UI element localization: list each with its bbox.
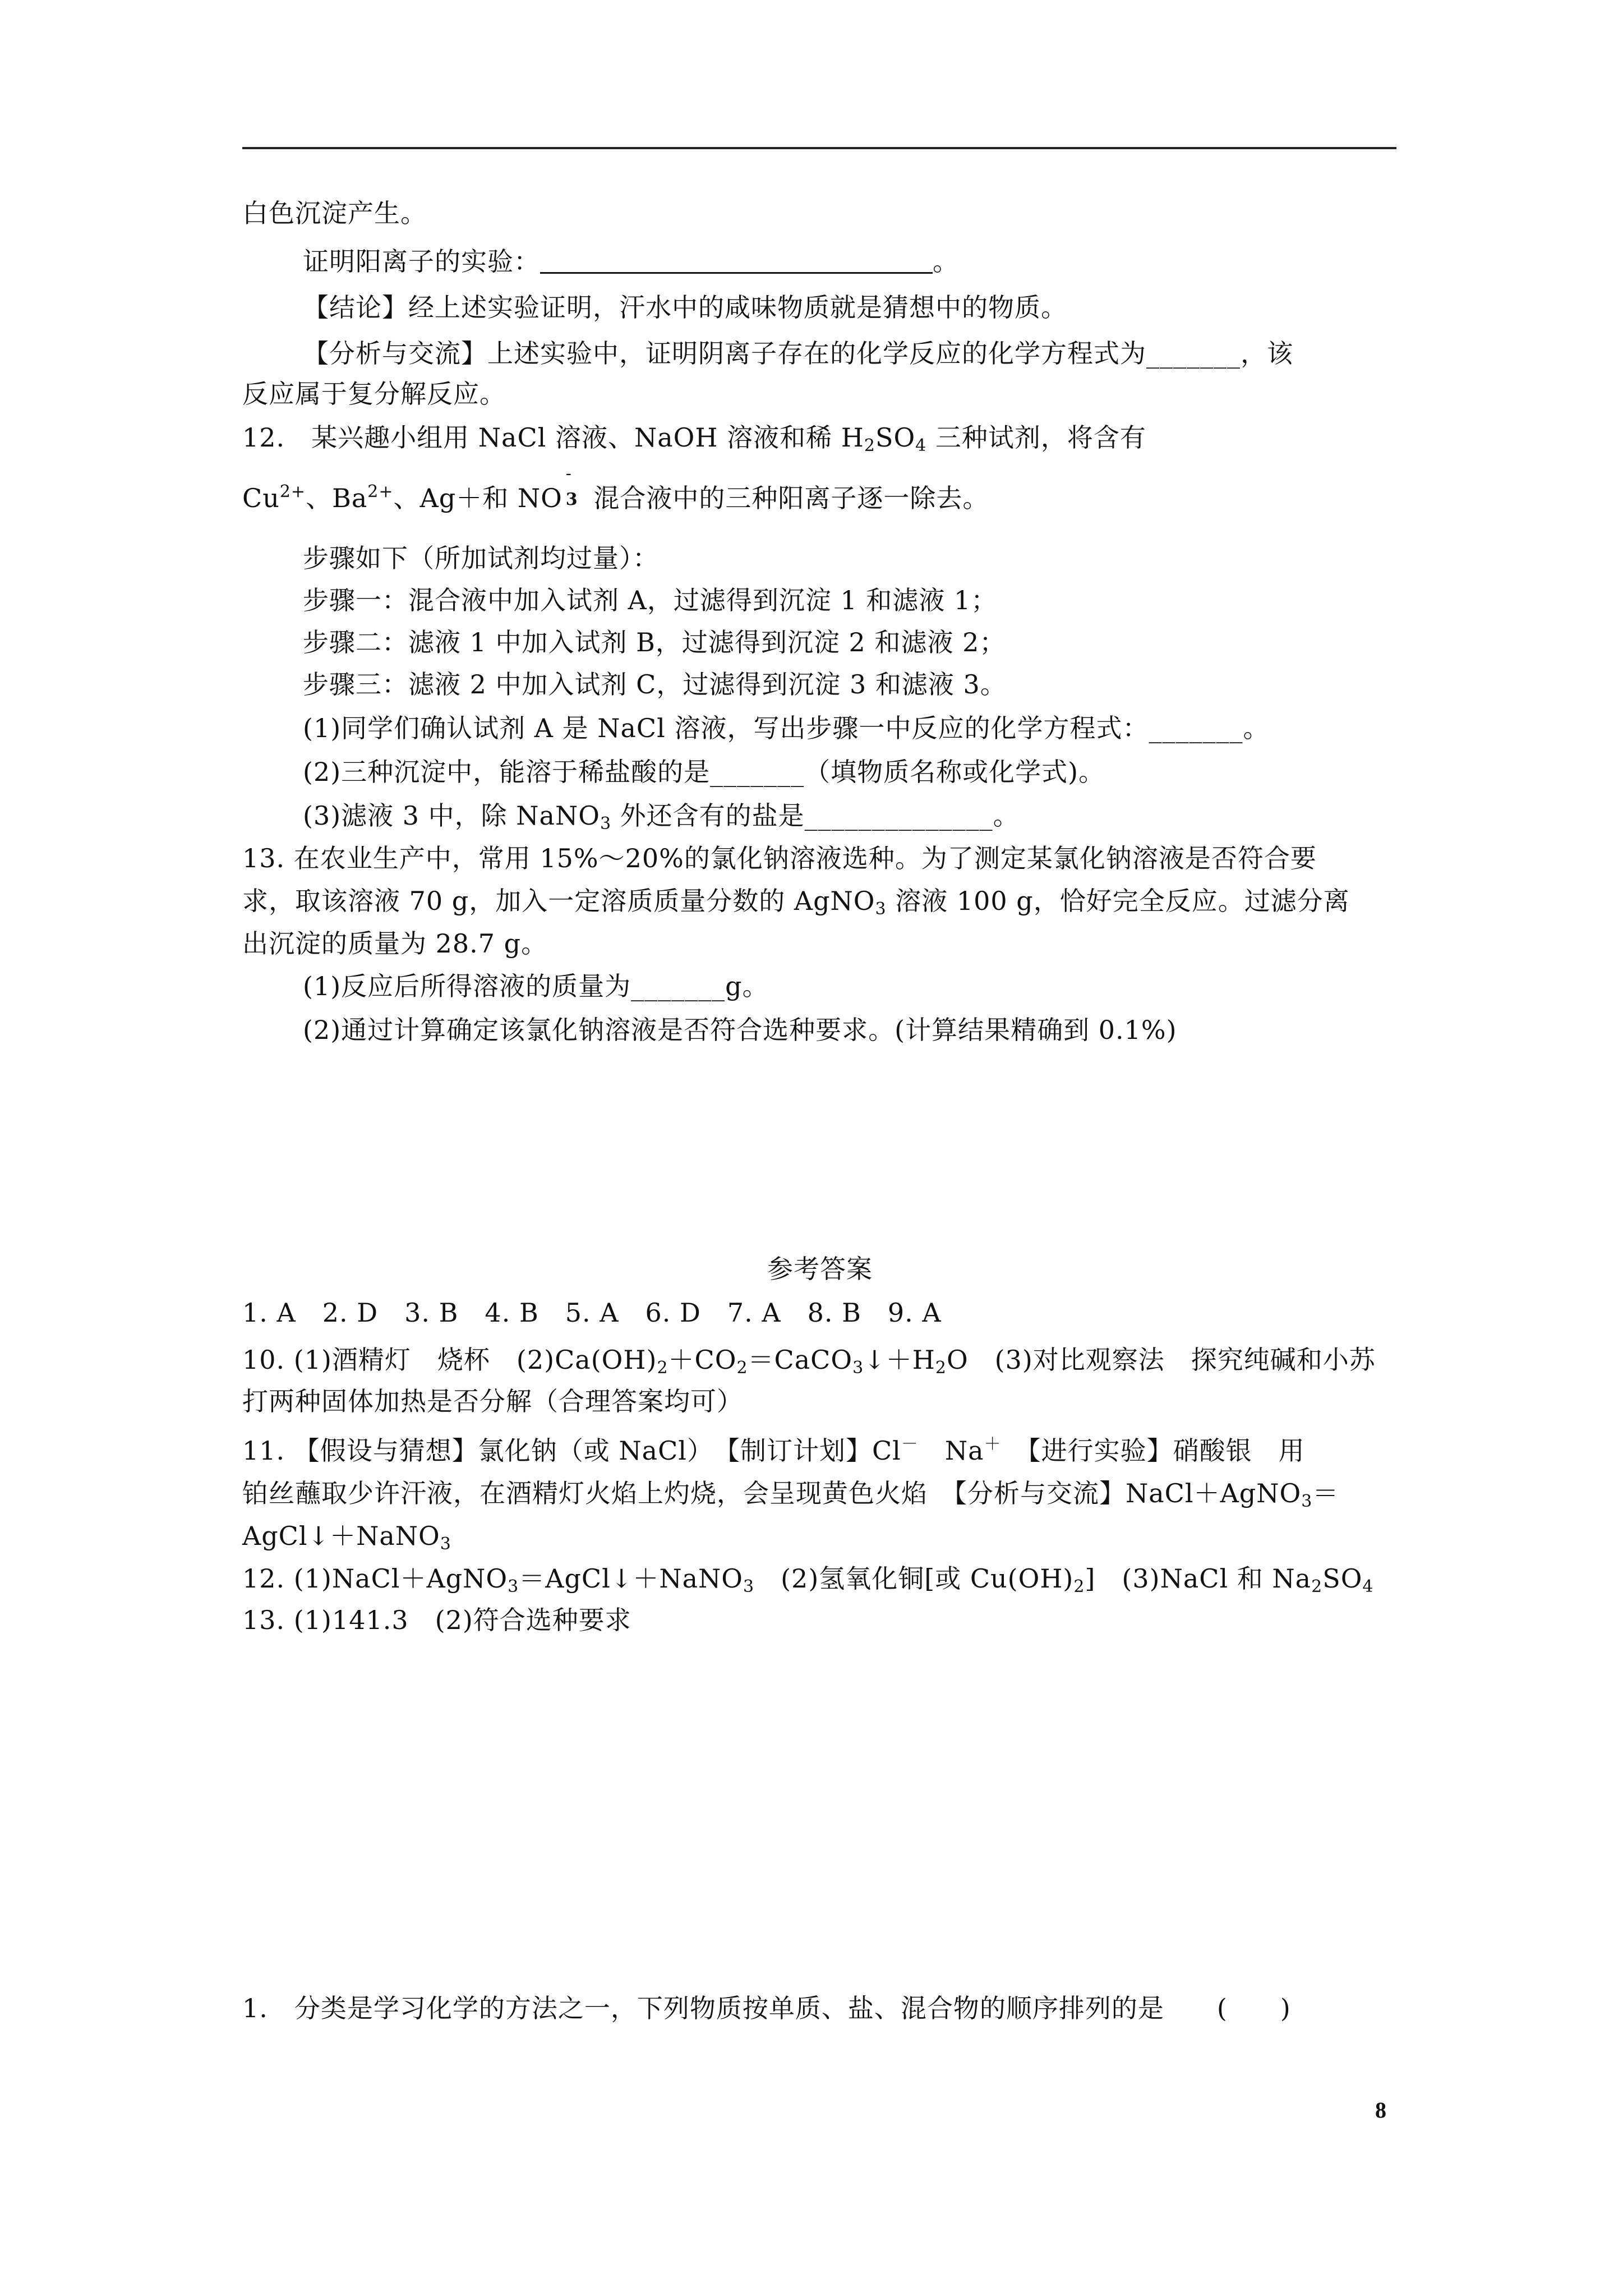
text-line: 白色沉淀产生。	[242, 198, 427, 228]
answer-heading: 参考答案	[767, 1254, 873, 1284]
answer-line: 打两种固体加热是否分解（合理答案均可）	[242, 1386, 743, 1416]
nitrate-ion-scripts: - 3	[565, 464, 578, 509]
text-line: 【分析与交流】上述实验中，证明阴离子存在的化学反应的化学方程式为_______，该	[303, 338, 1293, 369]
text-line: 【结论】经上述实验证明，汗水中的咸味物质就是猜想中的物质。	[303, 292, 1067, 323]
text-line: 出沉淀的质量为 28.7 g。	[242, 928, 548, 959]
answer-line: 1. A 2. D 3. B 4. B 5. A 6. D 7. A 8. B 9. A	[242, 1297, 942, 1328]
question-13: 13. 在农业生产中，常用 15%～20%的氯化钠溶液选种。为了测定某氯化钠溶液是否符合要	[242, 843, 1317, 873]
sub-question: (3)滤液 3 中，除 NaNO$_3$ 外还含有的盐是______________。	[303, 800, 1020, 834]
answer-blank	[540, 250, 933, 274]
answer-line: 11. 【假设与猜想】氯化钠（或 NaCl） 【制订计划】Cl－ Na＋ 【进行实验】硝酸银 用	[242, 1434, 1305, 1466]
text-line: 求，取该溶液 70 g，加入一定溶质质量分数的 AgNO$_3$ 溶液 100 g，恰好完全反应。过滤分离	[242, 886, 1350, 919]
answer-line: 13. (1)141.3 (2)符合选种要求	[242, 1605, 631, 1635]
text-line: $Cu^{2+}$、$Ba^{2+}$、Ag＋和 NO - 3 混合液中的三种阳离子逐一除去。	[242, 464, 989, 513]
page-number: 8	[1375, 2097, 1386, 2123]
text-line: 步骤如下（所加试剂均过量）：	[303, 543, 659, 573]
sub-question: (2)通过计算确定该氯化钠溶液是否符合选种要求。(计算结果精确到 0.1%)	[303, 1015, 1177, 1045]
text-line: 证明阳离子的实验： 。	[303, 246, 959, 277]
sub-question: (2)三种沉淀中，能溶于稀盐酸的是_______（填物质名称或化学式)。	[303, 757, 1105, 787]
header-rule	[242, 147, 1396, 149]
answer-line: AgCl↓＋NaNO$_3$	[242, 1521, 451, 1554]
question-1: 1. 分类是学习化学的方法之一，下列物质按单质、盐、混合物的顺序排列的是 ( )	[242, 1993, 1291, 2023]
text-line: 反应属于复分解反应。	[242, 379, 506, 409]
step-line: 步骤二：滤液 1 中加入试剂 B，过滤得到沉淀 2 和滤液 2；	[303, 627, 1006, 657]
step-line: 步骤一：混合液中加入试剂 A，过滤得到沉淀 1 和滤液 1；	[303, 585, 998, 615]
answer-line: 10. (1)酒精灯 烧杯 $(2)Ca(OH)_2+CO_2=CaCO_3↓+H_2O$ (3)对比观察法 探究纯碱和小苏	[242, 1345, 1376, 1378]
sub-question: (1)反应后所得溶液的质量为_______g。	[303, 971, 769, 1001]
step-line: 步骤三：滤液 2 中加入试剂 C，过滤得到沉淀 3 和滤液 3。	[303, 669, 1007, 700]
question-12: 12. 某兴趣小组用 NaCl 溶液、NaOH 溶液和稀 $H_2SO_4$ 三种试剂，将含有	[242, 422, 1146, 455]
answer-line: 铂丝蘸取少许汗液，在酒精灯火焰上灼烧，会呈现黄色火焰 【分析与交流】NaCl＋AgNO$_3$＝	[242, 1478, 1339, 1511]
answer-line: 12. (1)NaCl＋AgNO$_3$＝AgCl↓＋NaNO$_3$ (2)氢氧化铜[或 $Cu(OH)_2$] (3)NaCl 和 $Na_2SO_4$	[242, 1563, 1374, 1596]
sub-question: (1)同学们确认试剂 A 是 NaCl 溶液，写出步骤一中反应的化学方程式：_______。	[303, 713, 1270, 743]
